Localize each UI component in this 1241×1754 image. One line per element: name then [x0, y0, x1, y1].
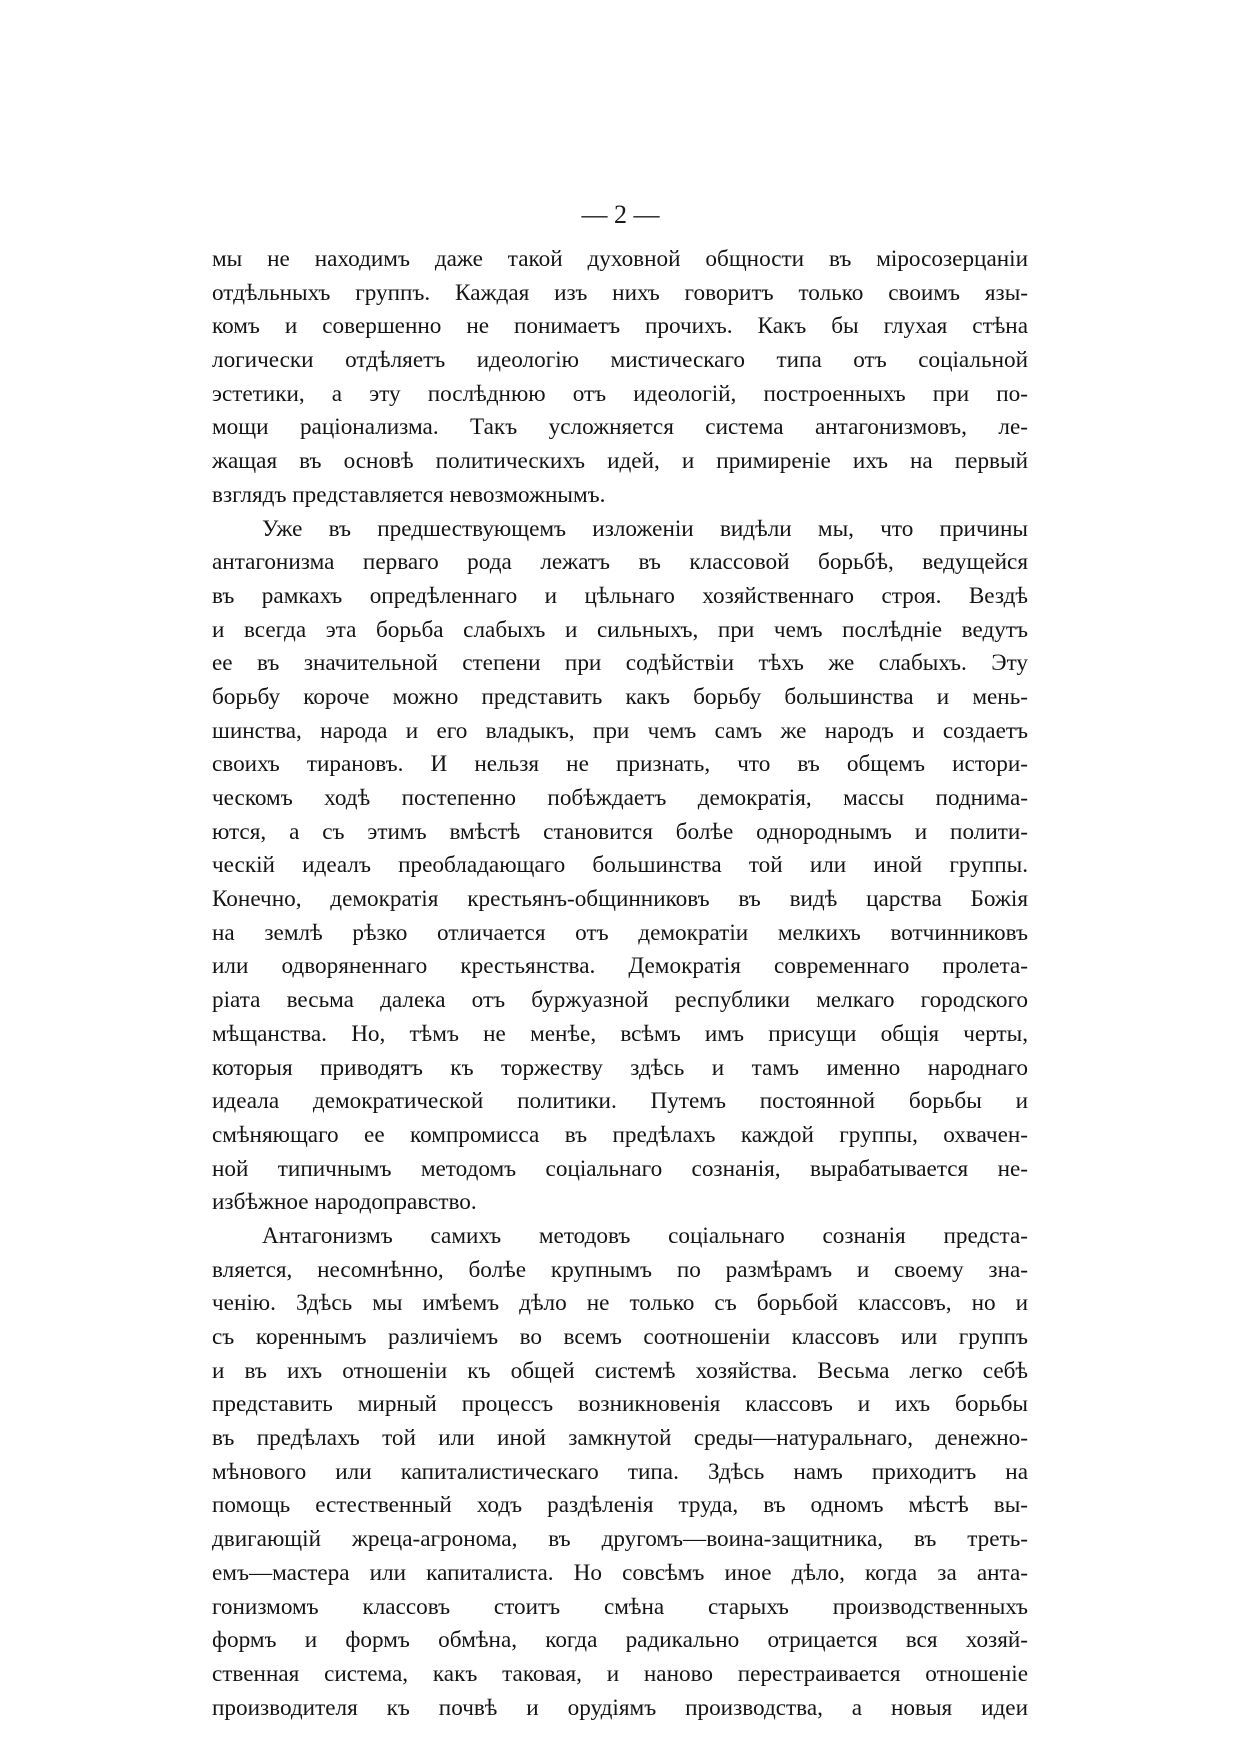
text-line: борьбу короче можно представить какъ борьбу большинства и мень- — [212, 683, 1028, 710]
text-line: взглядъ представляется невозможнымъ. — [212, 481, 606, 508]
text-line: въ рамкахъ опредѣленнаго и цѣльнаго хозяйственнаго строя. Вездѣ — [212, 582, 1028, 609]
text-line: мѣщанства. Но, тѣмъ не менѣе, всѣмъ имъ присущи общія черты, — [212, 1020, 1028, 1047]
body-text — [212, 243, 1028, 1725]
text-line: ее въ значительной степени при содѣйствіи тѣхъ же слабыхъ. Эту — [212, 650, 1028, 677]
text-line: Уже въ предшествующемъ изложеніи видѣли мы, что причины — [262, 515, 1028, 542]
text-line: своихъ тирановъ. И нельзя не признать, что въ общемъ истори- — [212, 751, 1028, 778]
text-line: въ предѣлахъ той или иной замкнутой среды—натуральнаго, денежно- — [212, 1425, 1028, 1452]
text-line: ріата весьма далека отъ буржуазной республики мелкаго городского — [212, 987, 1028, 1014]
text-line: ческомъ ходѣ постепенно побѣждаетъ демократія, массы поднима- — [212, 785, 1028, 811]
paragraph-2 — [212, 513, 1028, 1220]
text-line: отдѣльныхъ группъ. Каждая изъ нихъ говоритъ только своимъ язы- — [212, 279, 1028, 306]
text-line: или одворяненнаго крестьянства. Демократія современнаго пролета- — [212, 953, 1028, 980]
paragraph-1 — [212, 243, 1028, 513]
text-line: представить мирный процессъ возникновенія классовъ и ихъ борьбы — [212, 1391, 1028, 1418]
text-line: комъ и совершенно не понимаетъ прочихъ. Какъ бы глухая стѣна — [212, 313, 1028, 340]
text-line: производителя къ почвѣ и орудіямъ производства, а новыя идеи — [212, 1694, 1028, 1721]
text-line: ной типичнымъ методомъ соціальнаго сознанія, вырабатывается не- — [212, 1155, 1028, 1182]
text-line: мощи раціонализма. Такъ усложняется система антагонизмовъ, ле- — [212, 414, 1028, 441]
text-line: мы не находимъ даже такой духовной общности въ міросозерцаніи — [212, 246, 1028, 272]
text-line: ченію. Здѣсь мы имѣемъ дѣло не только съ борьбой классовъ, но и — [212, 1290, 1028, 1317]
text-line: которыя приводятъ къ торжеству здѣсь и тамъ именно народнаго — [212, 1054, 1028, 1081]
page-number: — 2 — — [581, 200, 660, 229]
text-line: и въ ихъ отношеніи къ общей системѣ хозяйства. Весьма легко себѣ — [212, 1357, 1028, 1384]
text-line: и всегда эта борьба слабыхъ и сильныхъ, при чемъ послѣдніе ведутъ — [212, 616, 1028, 643]
text-line: Антагонизмъ самихъ методовъ соціальнаго сознанія предста- — [262, 1222, 1028, 1249]
text-line: Конечно, демократія крестьянъ-общинниковъ въ видѣ царства Божія — [212, 886, 1028, 913]
text-line: помощь естественный ходъ раздѣленія труда, въ одномъ мѣстѣ вы- — [212, 1492, 1028, 1519]
text-line: на землѣ рѣзко отличается отъ демократіи мелкихъ вотчинниковъ — [212, 919, 1028, 946]
text-line: ственная система, какъ таковая, и наново перестраивается отношеніе — [212, 1660, 1028, 1687]
text-line: логически отдѣляетъ идеологію мистическаго типа отъ соціальной — [212, 347, 1028, 374]
text-line: идеала демократической политики. Путемъ постоянной борьбы и — [212, 1088, 1028, 1115]
text-line: ческій идеалъ преобладающаго большинства той или иной группы. — [212, 852, 1028, 879]
text-line: эстетики, а эту послѣднюю отъ идеологій, построенныхъ при по- — [212, 380, 1028, 407]
text-line: мѣнового или капиталистическаго типа. Здѣсь намъ приходитъ на — [212, 1458, 1028, 1485]
paragraph-3 — [212, 1220, 1028, 1725]
text-line: ются, а съ этимъ вмѣстѣ становится болѣе однороднымъ и полити- — [212, 818, 1028, 845]
text-line: формъ и формъ обмѣна, когда радикально отрицается вся хозяй- — [212, 1627, 1028, 1654]
text-line: шинства, народа и его владыкъ, при чемъ самъ же народъ и создаетъ — [212, 717, 1028, 744]
text-line: съ кореннымъ различіемъ во всемъ соотношеніи классовъ или группъ — [212, 1324, 1028, 1350]
text-line: избѣжное народоправство. — [212, 1189, 477, 1216]
text-line: смѣняющаго ее компромисса въ предѣлахъ каждой группы, охвачен- — [212, 1121, 1028, 1148]
text-line: гонизмомъ классовъ стоитъ смѣна старыхъ производственныхъ — [212, 1593, 1028, 1620]
text-line: двигающій жреца-агронома, въ другомъ—воина-защитника, въ треть- — [212, 1526, 1028, 1553]
text-line: антагонизма перваго рода лежатъ въ классовой борьбѣ, ведущейся — [212, 549, 1028, 576]
text-line: вляется, несомнѣнно, болѣе крупнымъ по размѣрамъ и своему зна- — [212, 1256, 1028, 1283]
text-line: емъ—мастера или капиталиста. Но совсѣмъ иное дѣло, когда за анта- — [212, 1559, 1028, 1586]
text-line: жащая въ основѣ политическихъ идей, и примиреніе ихъ на первый — [212, 448, 1028, 475]
